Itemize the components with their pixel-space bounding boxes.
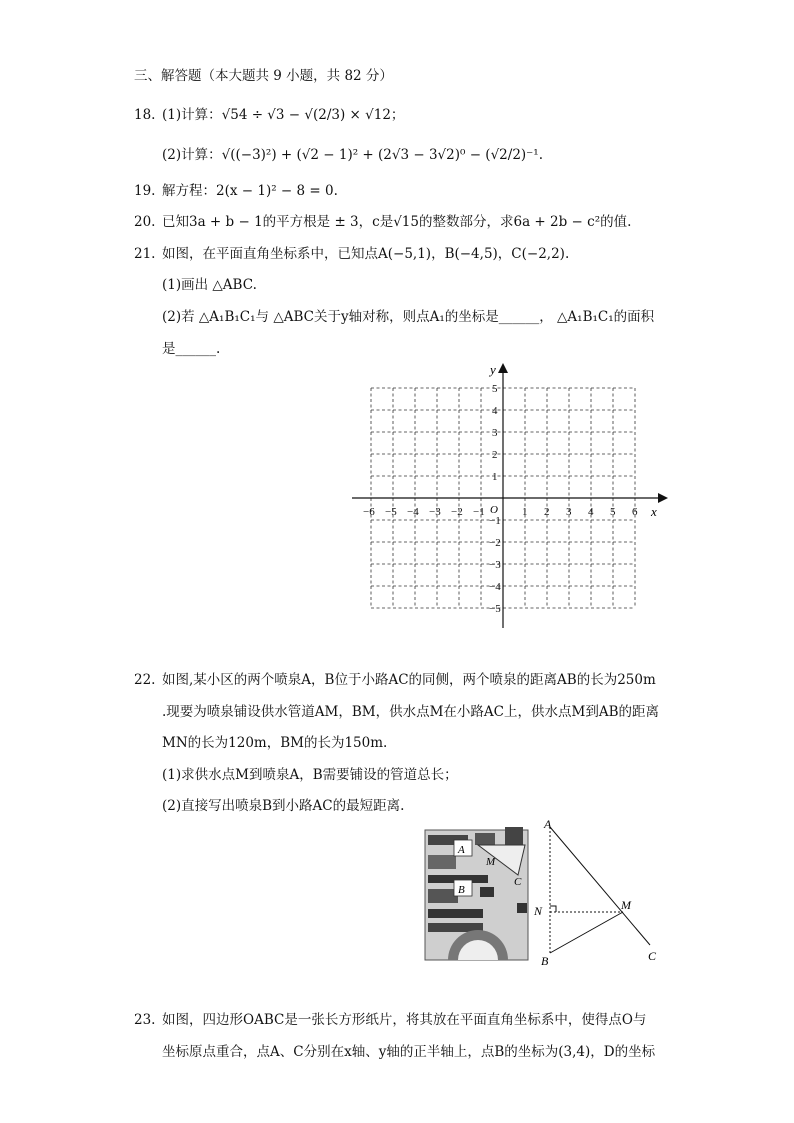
x-tick-label: 2 xyxy=(544,506,550,518)
x-axis-arrow-icon xyxy=(658,493,668,503)
y-axis-arrow-icon xyxy=(498,363,508,373)
problem-18-number: 18. xyxy=(134,107,156,123)
y-tick-label: −4 xyxy=(489,581,501,593)
y-tick-label: 5 xyxy=(492,383,498,395)
problem-20-number: 20. xyxy=(134,214,156,230)
photo-label-c: C xyxy=(514,876,522,888)
y-tick-label: 1 xyxy=(492,471,498,483)
problem-18-part2: (2)计算：√((−3)²) + (√2 − 1)² + (2√3 − 3√2)⁰ − (√2/2)⁻¹. xyxy=(162,147,543,163)
origin-label: O xyxy=(490,504,498,516)
segment-bm xyxy=(550,912,623,953)
y-axis-label: y xyxy=(490,362,496,377)
problem-23-line2: 坐标原点重合，点A、C分别在x轴、y轴的正半轴上，点B的坐标为(3,4)，D的坐标 xyxy=(162,1044,656,1060)
problem-21-text: 如图，在平面直角坐标系中，已知点A(−5,1)，B(−4,5)，C(−2,2). xyxy=(162,246,570,262)
diagram-label-b: B xyxy=(541,954,549,965)
section-title: 三、解答题（本大题共 9 小题，共 82 分） xyxy=(134,68,393,84)
problem-22-q2: (2)直接写出喷泉B到小路AC的最短距离. xyxy=(162,798,405,814)
photo-label-m: M xyxy=(486,856,496,868)
line-ac xyxy=(550,827,650,945)
photo-label-b: B xyxy=(458,884,465,896)
photo-label-a: A xyxy=(458,844,465,856)
problem-18-part1: (1)计算：√54 ÷ √3 − √(2/3) × √12； xyxy=(162,107,405,123)
fountain-diagram xyxy=(550,827,650,953)
y-tick-label: −2 xyxy=(489,537,501,549)
right-angle-mark xyxy=(550,906,556,912)
y-tick-label: −3 xyxy=(489,559,501,571)
problem-19-number: 19. xyxy=(134,183,156,199)
diagram-label-a: A xyxy=(544,817,552,831)
x-tick-label: 5 xyxy=(610,506,616,518)
y-tick-label: 4 xyxy=(492,405,498,417)
diagram-label-m: M xyxy=(621,898,631,912)
problem-21-q1: (1)画出 △ABC. xyxy=(162,277,257,293)
problem-20-text: 已知3a + b − 1的平方根是 ± 3，c是√15的整数部分，求6a + 2b − c²的值. xyxy=(162,214,632,230)
x-tick-label: 1 xyxy=(522,506,528,518)
fountain-photo xyxy=(425,827,528,960)
problem-23-line1: 如图，四边形OABC是一张长方形纸片，将其放在平面直角坐标系中，使得点O与 xyxy=(162,1012,647,1028)
x-tick-label: −3 xyxy=(429,506,441,518)
x-tick-label: −1 xyxy=(473,506,485,518)
problem-22-line3: MN的长为120m，BM的长为150m. xyxy=(162,735,388,751)
diagram-label-n: N xyxy=(534,904,543,918)
x-tick-label: 3 xyxy=(566,506,572,518)
problem-22-line2: .现要为喷泉铺设供水管道AM，BM，供水点M在小路AC上，供水点M到AB的距离 xyxy=(162,704,660,720)
x-tick-label: −4 xyxy=(407,506,419,518)
x-tick-label: −5 xyxy=(385,506,397,518)
x-tick-label: −2 xyxy=(451,506,463,518)
x-tick-label: 6 xyxy=(632,506,638,518)
problem-22-q1: (1)求供水点M到喷泉A，B需要铺设的管道总长； xyxy=(162,767,458,783)
y-tick-label: −1 xyxy=(489,515,501,527)
x-tick-label: 4 xyxy=(588,506,594,518)
problem-23-number: 23. xyxy=(134,1012,156,1028)
y-tick-label: −5 xyxy=(489,603,501,615)
fountain-figure xyxy=(420,815,670,965)
y-tick-label: 3 xyxy=(492,427,498,439)
problem-21-number: 21. xyxy=(134,246,156,262)
y-tick-label: 2 xyxy=(492,449,498,461)
diagram-label-c: C xyxy=(648,949,657,963)
problem-22-line1: 如图,某小区的两个喷泉A，B位于小路AC的同侧，两个喷泉的距离AB的长为250m xyxy=(162,672,656,688)
x-tick-label: −6 xyxy=(363,506,375,518)
problem-21-q2: (2)若 △A₁B₁C₁与 △ABC关于y轴对称，则点A₁的坐标是______， △A₁B₁C₁的面积 xyxy=(162,309,655,325)
problem-22-number: 22. xyxy=(134,672,156,688)
problem-21-q2-cont: 是______. xyxy=(162,341,221,357)
coordinate-grid xyxy=(340,360,670,635)
problem-19-text: 解方程：2(x − 1)² − 8 = 0. xyxy=(162,183,338,199)
x-axis-label: x xyxy=(651,504,657,519)
